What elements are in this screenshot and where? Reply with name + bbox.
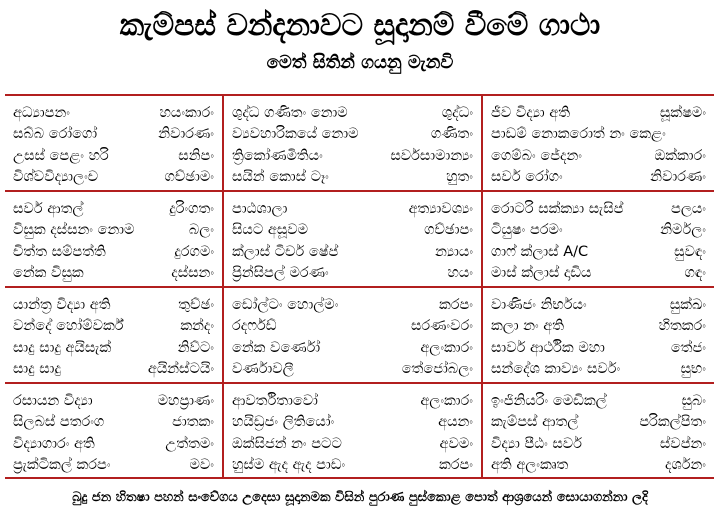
verse-line (232, 412, 473, 434)
verse-line-right: නිර්මලං (660, 222, 706, 239)
verse-line-left: විද්‍යාගාරං අති (13, 435, 95, 452)
verse-line (232, 124, 473, 146)
verse-line-right: ජාතකං (172, 414, 214, 431)
verse-line-left: වන්දේ හෝම්වර්ක් (13, 318, 124, 335)
verse-line-right: දුරගමං (174, 243, 214, 260)
verse-line (13, 167, 214, 189)
verse-line-right: සූක්ෂමං (659, 104, 706, 121)
verse-line-right: ශුද්ධං (441, 104, 473, 121)
verse-line-right: හුතං (446, 169, 473, 186)
verse-line-left: ඔක්සිජන් නං පටට (232, 435, 342, 452)
verse-line-left: මාස් ක්ලාස් දාඩිය (491, 265, 592, 282)
verse-line (13, 455, 214, 477)
verse-line-right: මහප්‍රාණං (157, 392, 214, 409)
verse-line-left: නේක විසුක (13, 265, 84, 282)
verse-grid (5, 94, 714, 479)
verse-line-left: සබ්බ රෝගෝ (13, 126, 98, 143)
verse-line (13, 294, 214, 316)
verse-line-right: හයංකාරං (159, 104, 214, 121)
verse-line-right: කන්දං (180, 318, 214, 335)
verse-line (232, 102, 473, 124)
verse-line (491, 167, 706, 189)
verse-line-right: අත්‍යාවශ්‍යං (408, 200, 473, 217)
verse-cell (483, 384, 714, 478)
verse-line (13, 241, 214, 263)
verse-line (13, 220, 214, 242)
verse-cell (5, 192, 222, 286)
verse-line-left: රොටරි සක්ක්‍යා සැසිප් (491, 200, 624, 217)
verse-line-left: සාර්ව ආර්ථික මහා (491, 339, 605, 356)
verse-line-left: ත්‍රිකෝණමිතියං (232, 147, 323, 164)
verse-line (491, 220, 706, 242)
verse-line-right: අලංකාරං (420, 339, 473, 356)
verse-line (232, 263, 473, 285)
verse-line (491, 124, 706, 146)
verse-line-left: රසායන විද්‍යා (13, 392, 93, 409)
verse-line-right: නිවාරණං (158, 126, 214, 143)
verse-line-left: ශුද්ධ ගණිතං නොම (232, 104, 348, 121)
verse-line-right: තේජං (670, 339, 706, 356)
verse-line (491, 455, 706, 477)
verse-line (13, 433, 214, 455)
verse-line (491, 390, 706, 412)
verse-cell (5, 288, 222, 382)
footer-note: බුදු ජන හිතෂා පහන් සංවේගය උදෙසා සූදානමක විසින් පුරාණ පුස්කොළ පොත් ආශ්‍රයෙන් සොයාගන්නා ලදි (72, 490, 648, 505)
verse-line-left: සාදු සාදු අයිසැක් (13, 339, 112, 356)
verse-line (232, 145, 473, 167)
verse-line-left: රදර්ෆඩ් (232, 318, 277, 335)
verse-line-right: තේජෝබලං (401, 361, 473, 378)
verse-line-left: පාඩම් නොකරොත් නං කෙළං (491, 126, 666, 143)
verse-line (13, 198, 214, 220)
verse-cell (224, 96, 481, 190)
verse-line-right: දර්ශනං (664, 457, 706, 474)
verse-line (232, 337, 473, 359)
verse-line (13, 145, 214, 167)
verse-line-left: වර්ණාවලී (232, 361, 294, 378)
verse-line-right: න්‍යායං (435, 243, 473, 260)
verse-line (491, 337, 706, 359)
verse-line (13, 390, 214, 412)
verse-line (491, 263, 706, 285)
verse-line-right: නිව්ටං (177, 339, 214, 356)
verse-line-right: හිතකරං (658, 318, 706, 335)
verse-line-right: සුභං (680, 361, 706, 378)
verse-line (232, 241, 473, 263)
verse-line (13, 412, 214, 434)
verse-cell (224, 384, 481, 478)
verse-line-left: විසුක දස්සනං නොම (13, 222, 135, 239)
verse-line (13, 337, 214, 359)
verse-line-left: ටියුෂං පරමං (491, 222, 563, 239)
verse-line-left: සර්ව ආතල් (13, 200, 84, 217)
verse-line-left: ඉංජිනියරිං මෙඩිකල් (491, 392, 607, 409)
verse-line-right: අලංකාරං (420, 392, 473, 409)
verse-line-right: පරිකල්පිතං (639, 414, 706, 431)
verse-line-left: ඩෝල්ටං හොල්මං (232, 296, 339, 313)
verse-cell (224, 288, 481, 382)
verse-line-right: ඔක්කාරං (654, 147, 706, 164)
verse-line-right: සුක්ඛං (669, 296, 706, 313)
verse-line-left: සියට අසූවම (232, 222, 309, 239)
verse-line-right: තුච්ඡං (178, 296, 214, 313)
verse-line-right: මවං (189, 457, 214, 474)
verse-line-right: කරපං (438, 296, 473, 313)
verse-line-left: විද්‍යා පීඨං සර්ව (491, 435, 582, 452)
verse-line (232, 433, 473, 455)
verse-line-right: ගච්ඡාපං (424, 222, 473, 239)
verse-cell (5, 384, 222, 478)
verse-line (232, 167, 473, 189)
verse-line-right: පලයං (671, 200, 706, 217)
verse-line-left: ජීව විද්‍යා අති (491, 104, 571, 121)
verse-line-right: උත්තමං (165, 435, 214, 452)
verse-line-right: කරපං (438, 457, 473, 474)
verse-line-left: නේක වර්ණෝ (232, 339, 321, 356)
verse-line-right: අයින්ස්ටයිං (147, 361, 214, 378)
verse-line-right: සරණංවරං (410, 318, 473, 335)
verse-line-left: යාන්ත්‍ර විද්‍යා අති (13, 296, 111, 313)
verse-line (491, 359, 706, 381)
verse-line-left: හුස්ම ඇද ඇද පාඩං (232, 457, 346, 474)
verse-cell (483, 288, 714, 382)
verse-line (491, 412, 706, 434)
verse-line-right: දුරිංගතං (169, 200, 214, 217)
verse-line (13, 316, 214, 338)
verse-line (491, 241, 706, 263)
verse-line (491, 102, 706, 124)
verse-line-right: ස්වප්නං (659, 435, 706, 452)
verse-line (232, 316, 473, 338)
verse-line-left: චිත්ත සම්පත්ති (13, 243, 106, 260)
verse-line (13, 263, 214, 285)
verse-line-left: සිලබස් පතරංග (13, 414, 105, 431)
verse-line-left: පාඨශාලා (232, 200, 288, 217)
verse-line-left: ක්ලාස් ටීචර් ෂේප් (232, 243, 339, 260)
verse-line-left: විශ්වවිද්‍යාලංච (13, 169, 99, 186)
verse-line-right: සර්වසාමාන්‍යං (390, 147, 473, 164)
verse-line (13, 102, 214, 124)
verse-line (232, 220, 473, 242)
verse-line-right: සුවඳං (674, 243, 706, 260)
verse-line-right: අවමං (439, 435, 473, 452)
verse-line-right: දස්සනං (171, 265, 214, 282)
verse-cell (483, 192, 714, 286)
verse-line-left: අධ්‍යාපනං (13, 104, 70, 121)
verse-line (491, 198, 706, 220)
verse-line (232, 455, 473, 477)
verse-line-right: ගණිතං (430, 126, 473, 143)
verse-line-left: උසස් පෙළං හරි (13, 147, 109, 164)
verse-line-right: සුබං (681, 392, 706, 409)
verse-line (13, 359, 214, 381)
verse-line-right: බලං (188, 222, 214, 239)
verse-line-right: හයං (447, 265, 473, 282)
verse-line-right: සනිපං (178, 147, 214, 164)
verse-line (13, 124, 214, 146)
verse-line-left: හයිඩ්‍රජං ලිතියෝං (232, 414, 335, 431)
verse-line (491, 316, 706, 338)
verse-line-left: ව්‍යවහාරිකයේ නොම (232, 126, 359, 143)
verse-line (491, 433, 706, 455)
verse-line-left: අති අලංකෘත (491, 457, 569, 474)
verse-cell (483, 96, 714, 190)
verse-line-left: කැම්පස් ආතල් (491, 414, 579, 431)
verse-line (232, 294, 473, 316)
verse-line (491, 145, 706, 167)
verse-line-right: ගච්ඡාමං (164, 169, 214, 186)
verse-cell (224, 192, 481, 286)
verse-line-left: කලා නං අති (491, 318, 564, 335)
verse-line-left: ගාෆ් ක්ලාස් A/C (491, 243, 589, 260)
verse-line-right: ගඳං (684, 265, 706, 282)
page-title: කැම්පස් වන්දනාවට සූදානම් වීමේ ගාථා (119, 8, 601, 43)
verse-line-left: ආවර්තිතාවෝ (232, 392, 318, 409)
verse-line (232, 359, 473, 381)
page-subtitle: මෙත් සිතින් ගයනු මැනවි (266, 52, 454, 73)
verse-line-left: සාදු සාදු (13, 361, 61, 378)
verse-line-left: වාණිජං නිර්භයං (491, 296, 587, 313)
verse-line-right: අයනං (438, 414, 473, 431)
verse-line-right: නිවාරණං (650, 169, 706, 186)
verse-line-left: සන්දේශ කාව්‍යං සර්වං (491, 361, 621, 378)
verse-line (491, 294, 706, 316)
verse-cell (5, 96, 222, 190)
verse-line-left: සර්ව රෝගං (491, 169, 563, 186)
verse-line (232, 390, 473, 412)
verse-line-left: ප්‍රින්සිපල් මරණං (232, 265, 329, 282)
verse-line-left: ප්‍රැක්ටිකල් කරපං (13, 457, 111, 474)
verse-line-left: සයින් කොස් ටෑං (232, 169, 329, 186)
verse-line (232, 198, 473, 220)
verse-line-left: ගෙම්බං ජේදනං (491, 147, 582, 164)
